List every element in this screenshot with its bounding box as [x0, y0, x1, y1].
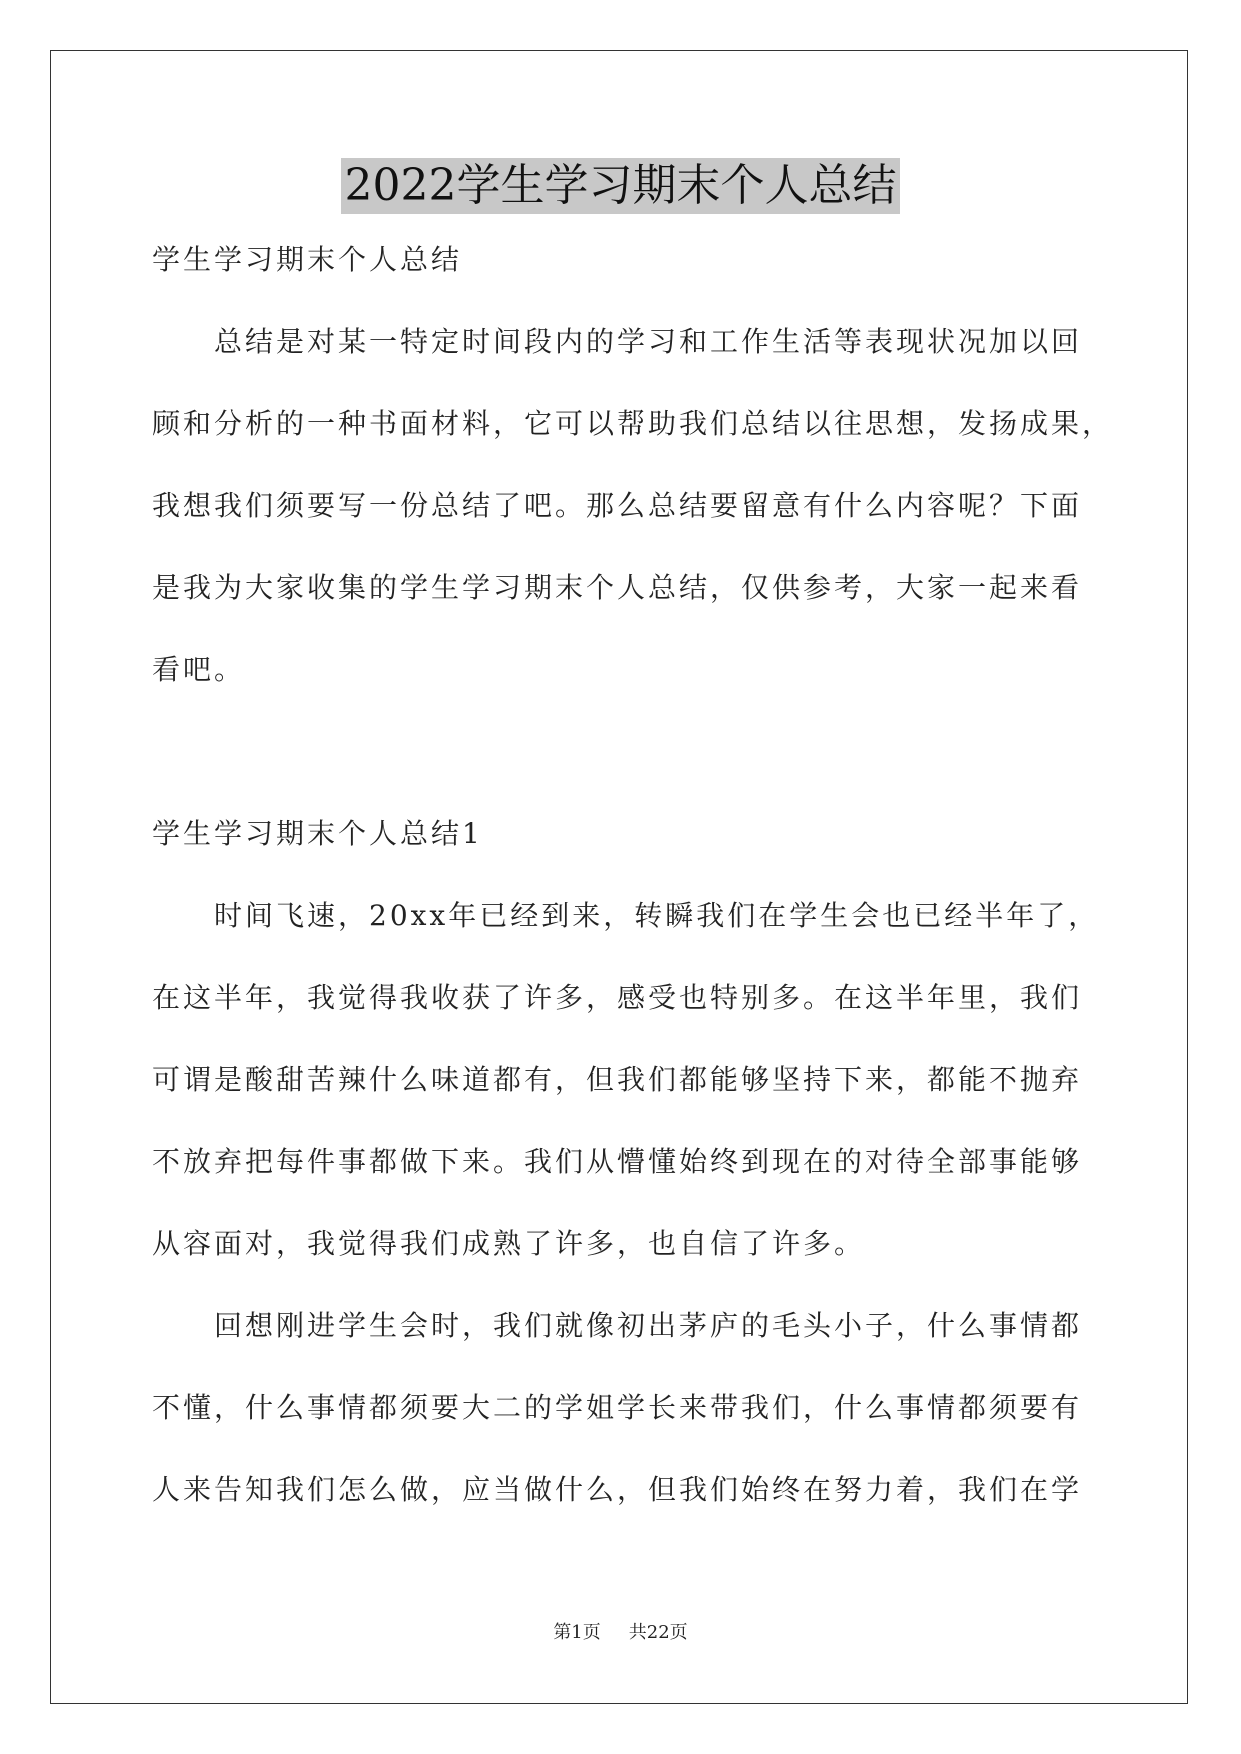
paragraph-line: 顾和分析的一种书面材料，它可以帮助我们总结以往思想，发扬成果，	[152, 407, 1114, 440]
paragraph-line: 我想我们须要写一份总结了吧。那么总结要留意有什么内容呢？下面	[152, 489, 1083, 522]
section-heading: 学生学习期末个人总结	[152, 243, 463, 276]
paragraph-line: 时间飞速，20xx年已经到来，转瞬我们在学生会也已经半年了，	[152, 899, 1100, 932]
paragraph-line: 可谓是酸甜苦辣什么味道都有，但我们都能够坚持下来，都能不抛弃	[152, 1063, 1083, 1096]
blank-line	[152, 724, 1092, 806]
document-body	[152, 232, 1114, 1544]
section-heading: 学生学习期末个人总结1	[152, 817, 483, 850]
document-title: 2022学生学习期末个人总结	[341, 158, 901, 214]
paragraph-line: 总结是对某一特定时间段内的学习和工作生活等表现状况加以回	[152, 325, 1083, 358]
page-total: 共22页	[628, 1622, 688, 1643]
paragraph-line: 不放弃把每件事都做下来。我们从懵懂始终到现在的对待全部事能够	[152, 1145, 1083, 1178]
page-number: 第1页	[553, 1622, 601, 1643]
paragraph-line: 人来告知我们怎么做，应当做什么，但我们始终在努力着，我们在学	[152, 1473, 1083, 1506]
paragraph-line: 是我为大家收集的学生学习期末个人总结，仅供参考，大家一起来看	[152, 571, 1083, 604]
paragraph-line: 回想刚进学生会时，我们就像初出茅庐的毛头小子，什么事情都	[152, 1309, 1083, 1342]
paragraph-line: 看吧。	[152, 653, 246, 686]
page-footer	[0, 1618, 1241, 1644]
paragraph-line: 不懂，什么事情都须要大二的学姐学长来带我们，什么事情都须要有	[152, 1391, 1083, 1424]
title-container	[0, 158, 1241, 214]
paragraph-line: 在这半年，我觉得我收获了许多，感受也特别多。在这半年里，我们	[152, 981, 1083, 1014]
paragraph-line: 从容面对，我觉得我们成熟了许多，也自信了许多。	[152, 1227, 866, 1260]
